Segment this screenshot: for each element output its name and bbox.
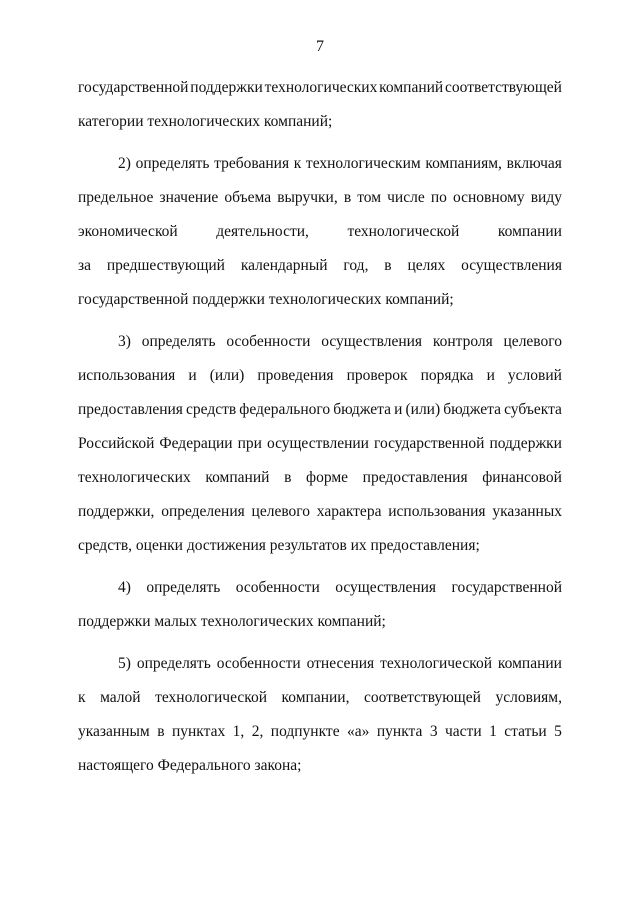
word: пунктах [171, 723, 226, 740]
word: технологических [78, 469, 191, 486]
word: (или) [405, 401, 441, 418]
word: указанных [492, 503, 562, 520]
justified-line [78, 366, 562, 400]
last-line: средств, оценки достижения результатов их предоставления; [78, 537, 480, 554]
word: компаний [205, 469, 270, 486]
word: экономической [78, 223, 178, 240]
word: определять [141, 333, 216, 350]
word: технологическим [305, 155, 421, 172]
word: 5) [118, 655, 131, 672]
word: включая [506, 155, 562, 172]
word: к [78, 689, 86, 706]
word: условий [507, 367, 562, 384]
word: компаниям, [425, 155, 502, 172]
word: поддержки [190, 79, 263, 96]
word: в [384, 257, 392, 274]
word: средств [186, 401, 237, 418]
word: к [293, 155, 302, 172]
word: компаний [379, 79, 444, 96]
word: предельное [78, 189, 154, 206]
paragraph [78, 78, 562, 146]
word: в [284, 469, 292, 486]
justified-line [78, 688, 562, 722]
justified-line [78, 468, 562, 502]
word: 3) [118, 333, 131, 350]
justified-line [78, 154, 562, 188]
word: и [394, 401, 403, 418]
word: отнесения [306, 655, 375, 672]
word: технологических [264, 79, 378, 96]
justified-line [78, 722, 562, 756]
word: 2) [118, 155, 131, 172]
word: поддержки, [78, 503, 155, 520]
word: 4) [118, 579, 131, 596]
word: 1, [232, 723, 245, 740]
word: осуществления [321, 333, 423, 350]
justified-line [78, 502, 562, 536]
page-number: 7 [316, 38, 324, 55]
word: субъекта [504, 401, 562, 418]
last-line: категории технологических компаний; [78, 113, 333, 130]
word: в [343, 189, 352, 206]
word: государственной [373, 435, 485, 452]
justified-line [78, 332, 562, 366]
word: по [430, 189, 447, 206]
word: подпункте [270, 723, 340, 740]
word: определять [136, 655, 211, 672]
word: технологической [155, 689, 267, 706]
word: Российской [78, 435, 155, 452]
paragraph-item-4 [78, 578, 562, 646]
paragraph-item-3 [78, 332, 562, 570]
last-line: поддержки малых технологических компаний; [78, 613, 386, 630]
word: 3 [429, 723, 438, 740]
word: и [188, 367, 197, 384]
word: компании [497, 223, 562, 240]
word: федерального [239, 401, 331, 418]
justified-line [78, 434, 562, 468]
word: указанным [78, 723, 150, 740]
word: объема [224, 189, 272, 206]
word: календарный [240, 257, 328, 274]
word: форме [306, 469, 349, 486]
word: числе [387, 189, 425, 206]
word: деятельности, [216, 223, 309, 240]
word: части [445, 723, 482, 740]
word: 2, [251, 723, 264, 740]
word: особенности [235, 579, 320, 596]
document-body [78, 78, 562, 790]
word: государственной [78, 79, 189, 96]
word: целевого [251, 503, 311, 520]
word: «а» [347, 723, 370, 740]
word: требования [214, 155, 290, 172]
word: основному [452, 189, 525, 206]
word: контроля [432, 333, 493, 350]
word: определять [146, 579, 221, 596]
word: (или) [209, 367, 245, 384]
word: проведения [257, 367, 334, 384]
word: малой [100, 689, 141, 706]
word: проверок [346, 367, 408, 384]
justified-line [78, 654, 562, 688]
word: бюджета [443, 401, 502, 418]
word: том [357, 189, 382, 206]
last-line: настоящего Федерального закона; [78, 757, 302, 774]
justified-line [78, 256, 562, 290]
word: соответствующей [445, 79, 562, 96]
word: Федерации [159, 435, 233, 452]
word: предоставления [362, 469, 468, 486]
word: соответствующей [364, 689, 481, 706]
paragraph-item-2 [78, 154, 562, 324]
word: осуществления [335, 579, 437, 596]
word: предоставления [78, 401, 183, 418]
justified-line [78, 188, 562, 222]
word: особенности [226, 333, 311, 350]
word: государственной [451, 579, 562, 596]
word: определения [161, 503, 245, 520]
word: 5 [554, 723, 562, 740]
word: осуществлении [266, 435, 369, 452]
word: год, [343, 257, 369, 274]
word: технологической [380, 655, 492, 672]
word: за [78, 257, 92, 274]
word: определять [135, 155, 210, 172]
word: финансовой [482, 469, 562, 486]
word: виду [530, 189, 562, 206]
word: компании [497, 655, 562, 672]
word: предшествующий [106, 257, 225, 274]
word: целях [407, 257, 446, 274]
word: и [486, 367, 495, 384]
word: характера [316, 503, 382, 520]
word: при [237, 435, 262, 452]
word: использования [78, 367, 176, 384]
word: особенности [216, 655, 301, 672]
word: компании, [281, 689, 350, 706]
word: использования [388, 503, 486, 520]
word: осуществления [461, 257, 562, 274]
word: бюджета [333, 401, 391, 418]
paragraph-item-5 [78, 654, 562, 790]
word: порядка [420, 367, 474, 384]
justified-line [78, 578, 562, 612]
word: значение [159, 189, 219, 206]
word: поддержки [489, 435, 562, 452]
word: статьи [504, 723, 547, 740]
word: пункта [376, 723, 423, 740]
word: технологической [347, 223, 460, 240]
word: выручки, [277, 189, 338, 206]
word: в [157, 723, 165, 740]
justified-line [78, 78, 562, 112]
justified-line [78, 400, 562, 434]
word: условиям, [495, 689, 562, 706]
word: 1 [489, 723, 497, 740]
justified-line [78, 222, 562, 256]
word: целевого [503, 333, 562, 350]
last-line: государственной поддержки технологических компаний; [78, 291, 454, 308]
